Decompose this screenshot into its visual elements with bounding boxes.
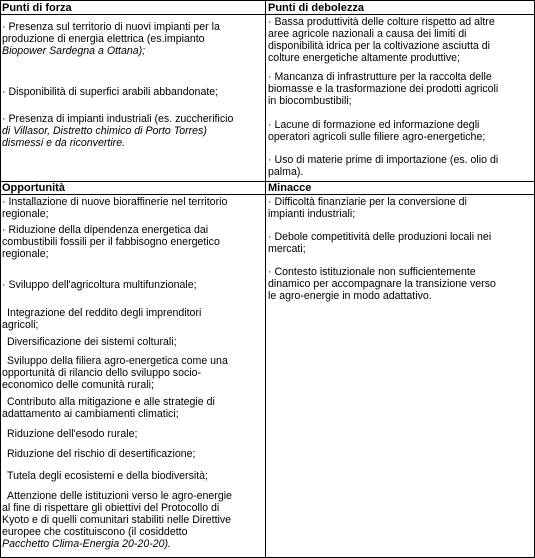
weakness-item: · Lacune di formazione ed informazione degli operatori agricoli sulle filiere agro-energetiche; — [268, 119, 486, 143]
strength-item: · Disponibilità di superfici arabili abbandonate; — [2, 86, 219, 98]
threats-header: Minacce — [268, 182, 312, 194]
threat-item: · Contesto istituzionale non sufficientemente dinamico per accompagnare la transizione verso le agro-energie in modo adattativo. — [268, 266, 496, 302]
weakness-item: · Bassa produttività delle colture rispetto ad altre aree agricole nazionali a causa dei limiti di disponibilità idrica per la coltivazione asciutta di colture energetiche altamente produttive; — [268, 16, 495, 64]
threat-item: · Debole competitività delle produzioni locali nei mercati; — [268, 231, 492, 255]
opportunity-item: · Installazione di nuove bioraffinerie nel territorio regionale; — [2, 196, 228, 220]
opportunity-item: · Sviluppo dell'agricoltura multifunzionale; — [2, 279, 197, 291]
opportunity-item: Integrazione del reddito degli imprenditori agricoli; — [2, 307, 202, 331]
opportunity-item: · Riduzione della dipendenza energetica dai combustibili fossili per il fabbisogno energetico regionale; — [2, 224, 220, 260]
opportunity-item: Contributo alla mitigazione e alle strategie di adattamento ai cambiamenti climatici; — [2, 396, 215, 420]
opportunity-item: Riduzione dell'esodo rurale; — [7, 428, 138, 440]
header-divider-bottom — [1, 194, 534, 195]
opportunity-item: Diversificazione dei sistemi colturali; — [7, 336, 177, 348]
threat-item: · Difficoltà finanziarie per la conversione di impianti industriali; — [268, 196, 467, 220]
opportunity-item: Riduzione del rischio di desertificazione; — [7, 448, 196, 460]
strength-item: · Presenza sul territorio di nuovi impianti per la produzione di energia elettrica (es.impianto Biopower Sardegna a Ottana); — [2, 21, 220, 57]
opportunity-item: Tutela degli ecosistemi e della biodiversità; — [7, 470, 208, 482]
opportunity-item: Attenzione delle istituzioni verso le agro-energie al fine di rispettare gli obiettivi del Protocollo di Kyoto e di quelli comunitari stabiliti nelle Direttive europee che costituiscono (il cosiddetto Pacchetto Clima-Energia 20-20-20). — [2, 490, 232, 550]
weaknesses-header: Punti di debolezza — [268, 2, 364, 14]
strength-item: · Presenza di impianti industriali (es. zuccherificio di Villasor, Distretto chimico di Porto Torres) dismessi e da riconvertire. — [2, 113, 234, 149]
header-divider-top — [1, 14, 534, 15]
weakness-item: · Mancanza di infrastrutture per la raccolta delle biomasse e la trasformazione dei prodotti agricoli in biocombustibili; — [268, 71, 499, 107]
strengths-header: Punti di forza — [2, 2, 72, 14]
column-divider — [265, 1, 266, 557]
opportunities-header: Opportunità — [2, 182, 65, 194]
opportunity-item: Sviluppo della filiera agro-energetica come una opportunità di rilancio dello sviluppo socio- economico delle comunità rurali; — [2, 355, 228, 391]
weakness-item: · Uso di materie prime di importazione (es. olio di palma). — [268, 154, 499, 178]
